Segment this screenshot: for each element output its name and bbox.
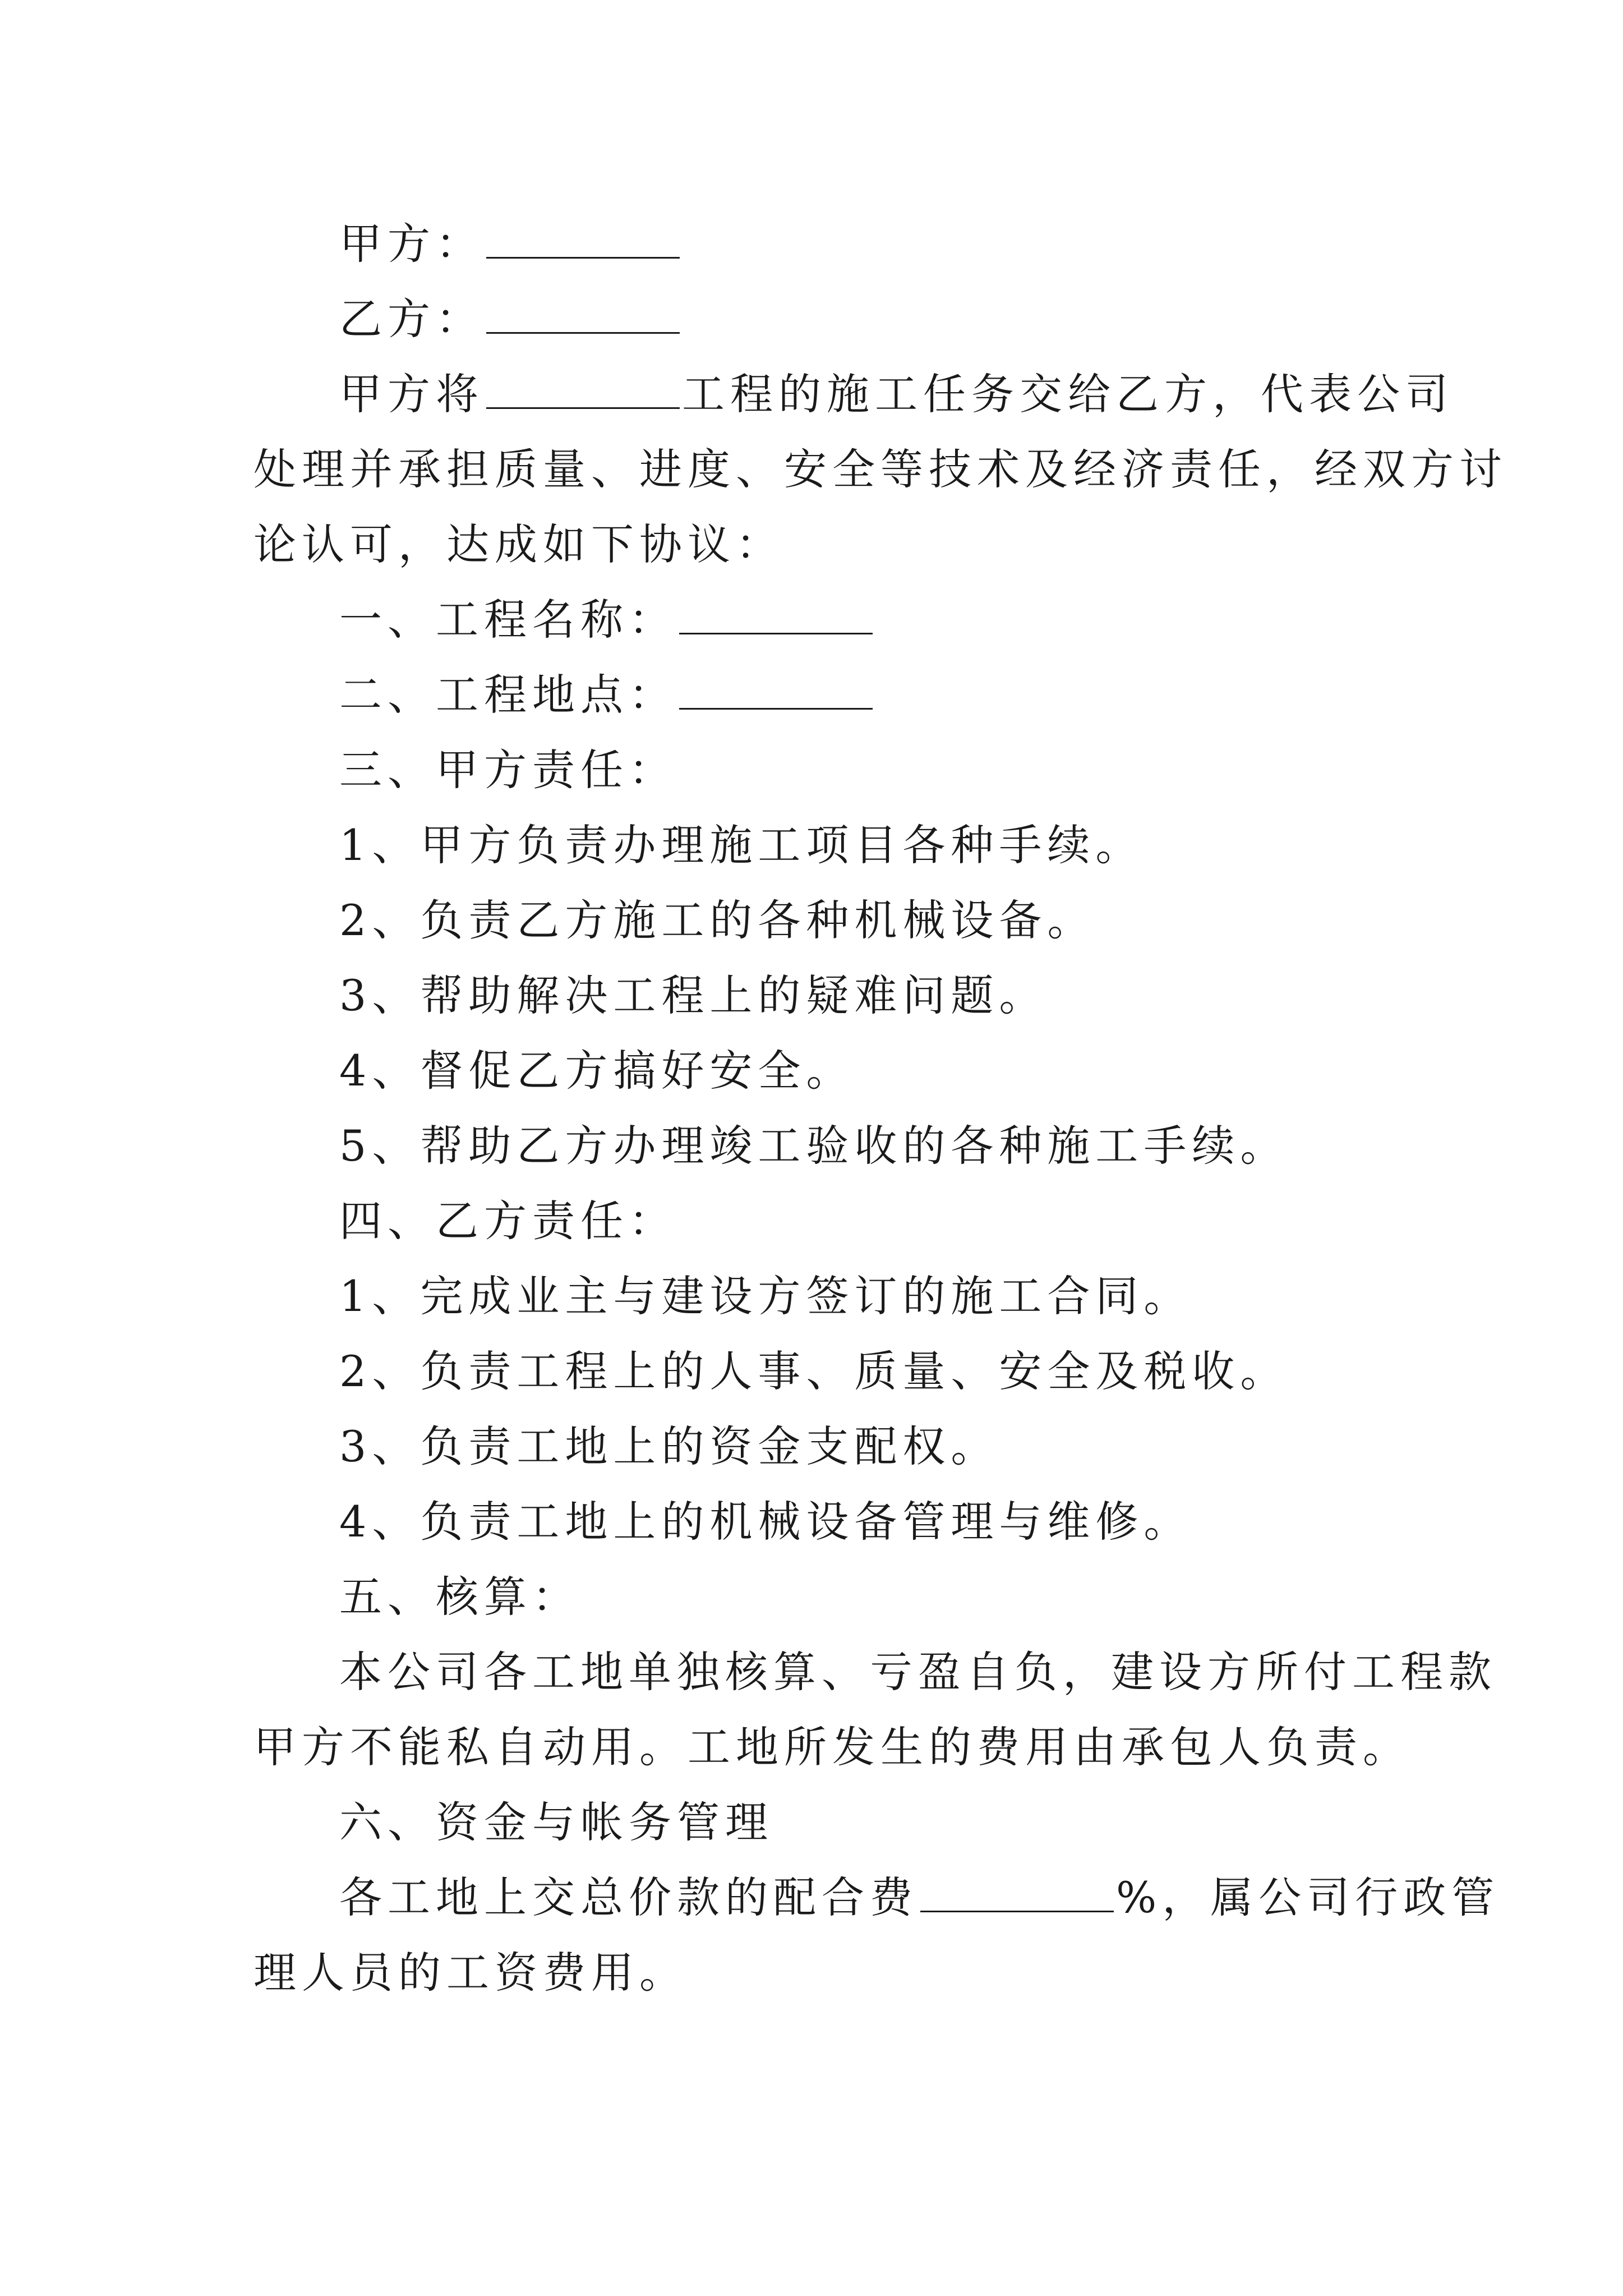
- section-2-heading: 二、工程地点：: [339, 670, 677, 720]
- project-name-blank: [679, 599, 873, 634]
- party-a-blank: [486, 223, 680, 259]
- section-6-line-2: 理人员的工资费用。: [253, 1948, 688, 1998]
- list-item: 1、完成业主与建设方签订的施工合同。: [339, 1271, 1192, 1321]
- intro-line-1: [339, 366, 1454, 422]
- section-2-line: [339, 667, 875, 723]
- section-3-heading: 三、甲方责任：: [339, 745, 677, 795]
- list-item: 4、督促乙方搞好安全。: [339, 1046, 855, 1096]
- section-6-line-1-end: %，属公司行政管: [1116, 1872, 1500, 1922]
- party-a-label: 甲方：: [339, 219, 484, 269]
- party-a-line: [339, 216, 682, 272]
- section-1-heading: 一、工程名称：: [339, 595, 677, 645]
- section-6-heading: 六、资金与帐务管理: [339, 1797, 773, 1847]
- intro-line-2: 处理并承担质量、进度、安全等技术及经济责任，经双方讨: [253, 444, 1507, 494]
- list-item: 1、甲方负责办理施工项目各种手续。: [339, 820, 1144, 870]
- intro-line-1-end: 工程的施工任务交给乙方，代表公司: [682, 369, 1454, 419]
- project-location-blank: [679, 674, 873, 710]
- intro-line-1-start: 甲方将: [339, 369, 484, 419]
- section-4-heading: 四、乙方责任：: [339, 1196, 677, 1246]
- section-6-line-1-start: 各工地上交总价款的配合费: [339, 1872, 918, 1922]
- section-5-line-2: 甲方不能私自动用。工地所发生的费用由承包人负责。: [253, 1722, 1411, 1772]
- section-1-line: [339, 592, 875, 648]
- list-item: 3、帮助解决工程上的疑难问题。: [339, 970, 1048, 1020]
- section-5-heading: 五、核算：: [339, 1572, 580, 1622]
- party-b-blank: [486, 298, 680, 334]
- section-5-line-1: 本公司各工地单独核算、亏盈自负，建设方所付工程款: [339, 1647, 1497, 1697]
- fee-percent-blank: [920, 1877, 1114, 1912]
- section-6-line-1: [339, 1870, 1500, 1926]
- party-b-line: [339, 291, 682, 347]
- list-item: 2、负责乙方施工的各种机械设备。: [339, 895, 1096, 945]
- list-item: 3、负责工地上的资金支配权。: [339, 1421, 999, 1471]
- list-item: 2、负责工程上的人事、质量、安全及税收。: [339, 1346, 1289, 1396]
- list-item: 5、帮助乙方办理竣工验收的各种施工手续。: [339, 1121, 1289, 1171]
- intro-line-3: 论认可，达成如下协议：: [253, 519, 784, 569]
- party-b-label: 乙方：: [339, 294, 484, 344]
- project-blank: [486, 374, 680, 409]
- list-item: 4、负责工地上的机械设备管理与维修。: [339, 1497, 1192, 1547]
